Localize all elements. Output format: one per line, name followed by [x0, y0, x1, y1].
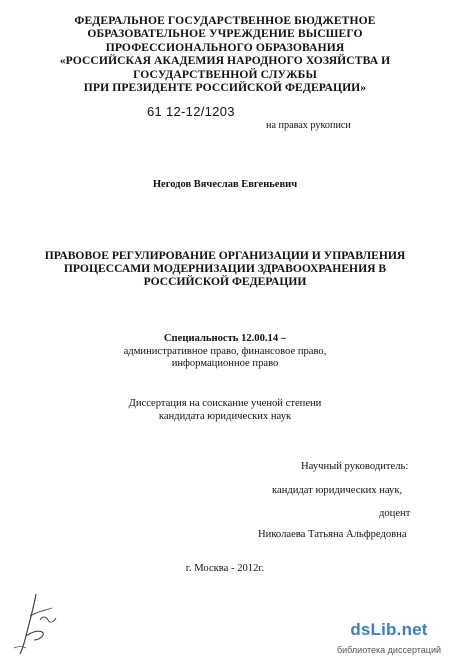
handwritten-signature	[6, 586, 66, 656]
city-year: г. Москва - 2012г.	[185, 563, 265, 574]
supervisor-title: доцент	[379, 508, 411, 519]
institution-header	[40, 14, 410, 94]
watermark-logo: dsLib.net	[350, 620, 428, 639]
title-line: ПРАВОВОЕ РЕГУЛИРОВАНИЕ ОРГАНИЗАЦИИ И УПРАВЛЕНИЯ	[44, 249, 406, 262]
header-line: ГОСУДАРСТВЕННОЙ СЛУЖБЫ	[133, 67, 317, 81]
header-line: «РОССИЙСКАЯ АКАДЕМИЯ НАРОДНОГО ХОЗЯЙСТВА И	[59, 54, 391, 68]
title-line: ПРОЦЕССАМИ МОДЕРНИЗАЦИИ ЗДРАВООХРАНЕНИЯ В	[63, 262, 387, 276]
header-line: ПРИ ПРЕЗИДЕНТЕ РОССИЙСКОЙ ФЕДЕРАЦИИ»	[83, 81, 367, 95]
header-line: ОБРАЗОВАТЕЛЬНОЕ УЧРЕЖДЕНИЕ ВЫСШЕГО	[87, 27, 363, 41]
specialty-line: административное право, финансовое право,	[123, 345, 327, 357]
degree-line: кандидата юридических наук	[158, 411, 292, 422]
author-name: Негодов Вячеслав Евгеньевич	[152, 179, 298, 190]
rights-notice: на правах рукописи	[266, 120, 351, 131]
header-line: ФЕДЕРАЛЬНОЕ ГОСУДАРСТВЕННОЕ БЮДЖЕТНОЕ	[74, 14, 376, 27]
watermark	[332, 620, 446, 668]
title-line: РОССИЙСКОЙ ФЕДЕРАЦИИ	[143, 275, 307, 289]
dissertation-title	[30, 249, 420, 289]
degree-line: Диссертация на соискание ученой степени	[128, 398, 322, 409]
document-code: 61 12-12/1203	[147, 104, 235, 119]
specialty-block	[0, 333, 450, 371]
specialty-line: информационное право	[171, 358, 279, 370]
watermark-subtitle: библиотека диссертаций	[336, 645, 441, 655]
specialty-heading: Специальность 12.00.14 –	[163, 333, 287, 344]
supervisor-label: Научный руководитель:	[301, 461, 409, 472]
degree-block	[0, 397, 450, 423]
supervisor-name: Николаева Татьяна Альфредовна	[258, 529, 407, 540]
header-line: ПРОФЕССИОНАЛЬНОГО ОБРАЗОВАНИЯ	[105, 40, 345, 54]
supervisor-degree: кандидат юридических наук,	[272, 485, 403, 496]
